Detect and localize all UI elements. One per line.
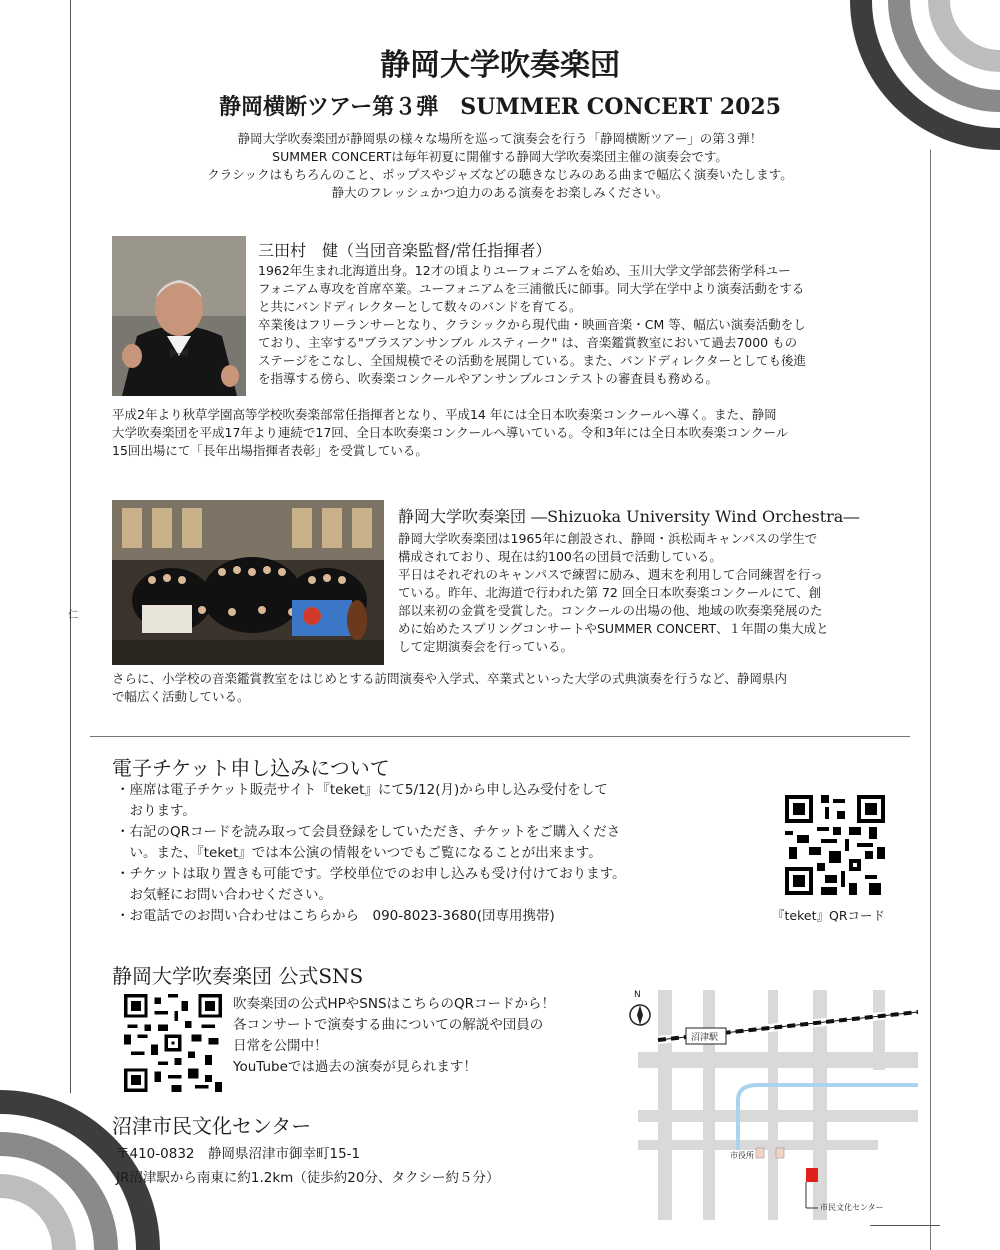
sns-heading: 静岡大学吹奏楽団 公式SNS xyxy=(112,964,364,988)
intro-line: SUMMER CONCERTは毎年初夏に開催する静岡大学吹奏楽団主催の演奏会です。 xyxy=(272,149,728,164)
conductor-bio xyxy=(258,262,806,388)
sns-line: 各コンサートで演奏する曲についての解説や団員の xyxy=(233,1017,544,1033)
orchestra-name: 静岡大学吹奏楽団 ―Shizuoka University Wind Orchestra― xyxy=(398,507,860,526)
sns-line: 吹奏楽団の公式HPやSNSはこちらのQRコードから！ xyxy=(233,996,556,1012)
desc-line: さらに、小学校の音楽鑑賞教室をはじめとする訪問演奏や入学式、卒業式といった大学の式典演奏を行うなど、静岡県内 xyxy=(112,671,788,686)
frame-right-line xyxy=(930,0,931,1250)
desc-line: して定期演奏会を行っている。 xyxy=(398,639,574,654)
desc-line: ている。昨年、北海道で行われた第 72 回全日本吹奏楽コンクールにて、創 xyxy=(398,585,822,600)
frame-left-line xyxy=(70,0,71,1250)
page-title: 静岡大学吹奏楽団 xyxy=(380,48,620,83)
banner-text: 仁 xyxy=(68,610,78,621)
bio-line: を指導する傍ら、吹奏楽コンクールやアンサンブルコンテストの審査員も務める。 xyxy=(258,371,718,386)
ticket-line: ・座席は電子チケット販売サイト『teket』にて5/12(月)から申し込み受付をして xyxy=(116,782,608,798)
bio-line: 大学吹奏楽団を平成17年より連続で17回、全日本吹奏楽コンクールへ導いている。令和3年には全日本吹奏楽コンクール xyxy=(112,425,789,440)
intro-line: 静大のフレッシュかつ迫力のある演奏をお楽しみください。 xyxy=(331,185,669,200)
desc-line: めに始めたスプリングコンサートやSUMMER CONCERT、１年間の集大成と xyxy=(398,621,829,636)
teket-qr-caption: 『teket』QRコード xyxy=(772,908,886,923)
sns-info xyxy=(233,994,555,1078)
desc-line: 部以来初の金賞を受賞した。コンクールの出場の他、地域の吹奏楽発展のた xyxy=(398,603,823,618)
sns-line: YouTubeでは過去の演奏が見られます！ xyxy=(233,1059,477,1075)
ticket-line: ・お電話でのお問い合わせはこちらから 090-8023-3680(団専用携帯) xyxy=(116,908,555,924)
conductor-photo xyxy=(112,236,246,396)
conductor-name: 三田村 健（当団音楽監督/常任指揮者） xyxy=(258,241,552,260)
bio-line: と共にバンドディレクターとして数々のバンドを育てる。 xyxy=(258,299,582,314)
bio-line: 平成2年より秋草学園高等学校吹奏楽部常任指揮者となり、平成14 年には全日本吹奏楽コンクールへ導く。また、静岡 xyxy=(112,407,777,422)
desc-line: 平日はそれぞれのキャンパスで練習に励み、週末を利用して合同練習を行っ xyxy=(398,567,823,582)
station-label: 沼津駅 xyxy=(691,1033,719,1043)
intro-line: 静岡大学吹奏楽団が静岡県の様々な場所を巡って演奏会を行う「静岡横断ツアー」の第３弾！ xyxy=(237,131,763,146)
desc-line: で幅広く活動している。 xyxy=(112,689,250,704)
venue-map xyxy=(618,990,918,1220)
intro-line: クラシックはもちろんのこと、ポップスやジャズなどの聴きなじみのある曲まで幅広く演奏いたします。 xyxy=(207,167,793,182)
orchestra-description-full xyxy=(112,670,787,706)
bio-line: ており、主宰する"ブラスアンサンブル ルスティーク" は、音楽鑑賞教室において過去7000 もの xyxy=(258,335,798,350)
desc-line: 構成されており、現在は約100名の団員で活動している。 xyxy=(398,549,722,564)
frame-bottom-line xyxy=(870,1225,940,1226)
bio-line: 15回出場にて「長年出場指揮者表彰」を受賞している。 xyxy=(112,443,428,458)
compass-label: N xyxy=(634,990,641,1000)
section-divider xyxy=(90,736,910,737)
ticket-heading: 電子チケット申し込みについて xyxy=(112,756,390,780)
desc-line: 静岡大学吹奏楽団は1965年に創設され、静岡・浜松両キャンパスの学生で xyxy=(398,531,818,546)
venue-address: 〒410-0832 静岡県沼津市御幸町15-1 xyxy=(116,1146,361,1162)
ticket-line: い。また、『teket』では本公演の情報をいつでもご覧になることが出来ます。 xyxy=(116,845,602,861)
bio-line: 1962年生まれ北海道出身。12才の頃よりユーフォニアムを始め、玉川大学文学部芸術学科ユー xyxy=(258,263,791,278)
venue-access: JR沼津駅から南東に約1.2km（徒歩約20分、タクシー約５分） xyxy=(116,1170,500,1186)
ticket-line: おります。 xyxy=(116,803,196,819)
ticket-line: ・右記のQRコードを読み取って会員登録をしていただき、チケットをご購入くださ xyxy=(116,824,621,840)
ticket-line: お気軽にお問い合わせください。 xyxy=(116,887,332,903)
ticket-info xyxy=(116,780,626,927)
bio-line: 卒業後はフリーランサーとなり、クラシックから現代曲・映画音楽・CM 等、幅広い演奏活動をし xyxy=(258,317,806,332)
sns-qr-code[interactable] xyxy=(124,994,222,1092)
sns-line: 日常を公開中！ xyxy=(233,1038,328,1054)
venue-map-label: 市民文化センター xyxy=(820,1203,884,1212)
page-subtitle: 静岡横断ツアー第３弾 SUMMER CONCERT 2025 xyxy=(218,94,782,120)
venue-name: 沼津市民文化センター xyxy=(112,1114,312,1138)
bio-line: ステージをこなし、全国規模でその活動を展開している。また、バンドディレクターとしても後進 xyxy=(258,353,807,368)
bio-line: フォニアム専攻を首席卒業。ユーフォニアムを三浦徹氏に師事。同大学在学中より演奏活動をする xyxy=(258,281,805,296)
conductor-bio-full xyxy=(112,406,788,460)
city-hall-label: 市役所 xyxy=(730,1151,754,1160)
teket-qr-code[interactable] xyxy=(785,795,885,895)
orchestra-photo xyxy=(112,500,384,665)
ticket-line: ・チケットは取り置きも可能です。学校単位でのお申し込みも受け付けております。 xyxy=(116,866,626,882)
intro-text xyxy=(120,130,880,202)
orchestra-description xyxy=(398,530,829,656)
